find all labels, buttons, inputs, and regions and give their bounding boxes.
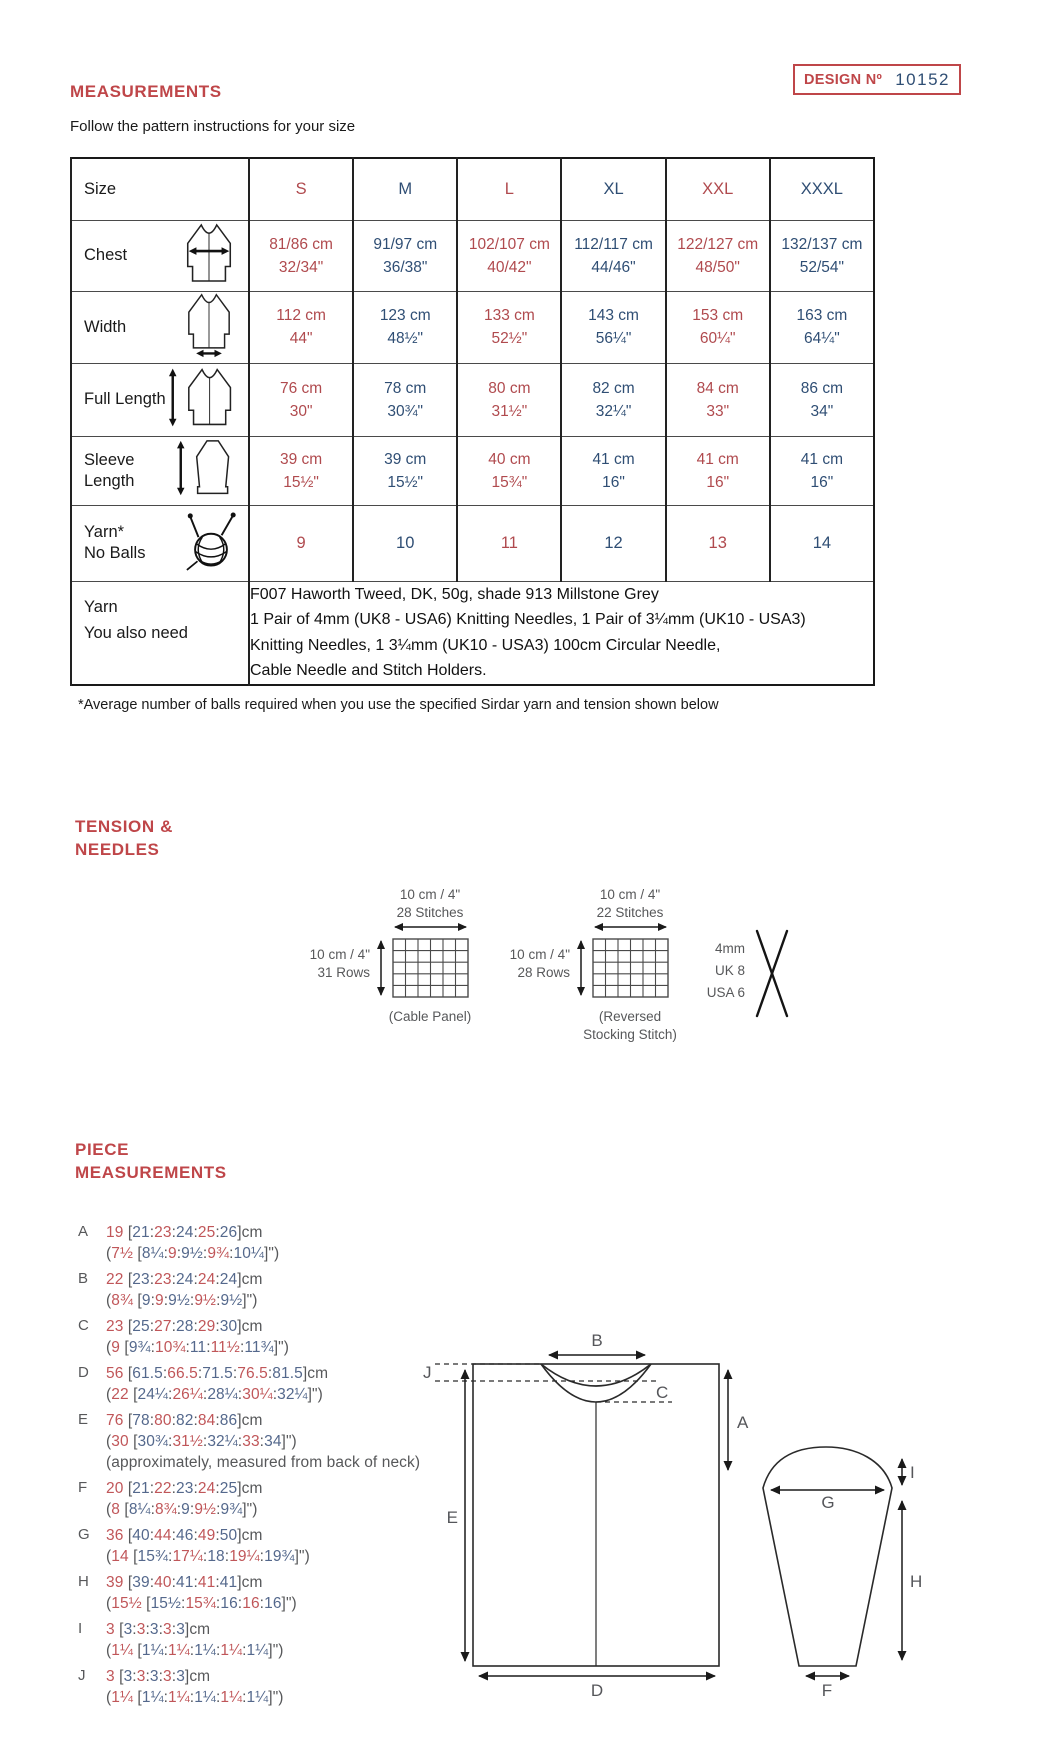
yarn-details-line: Knitting Needles, 1 3¼mm (UK10 - USA3) 100cm Circular Needle,	[250, 636, 721, 654]
measurement-cell: 40 cm 15¾"	[457, 436, 561, 505]
measurement-cell: 80 cm 31½"	[457, 363, 561, 436]
table-full-length-row	[71, 363, 874, 436]
yarn-ball-icon	[184, 511, 238, 576]
swatch1-rows-label: 31 Rows	[317, 965, 370, 980]
yarn-details-line: 1 Pair of 4mm (UK8 - USA6) Knitting Needles, 1 Pair of 3¼mm (UK10 - USA3)	[250, 611, 806, 629]
diagram-label-C: C	[656, 1383, 669, 1402]
yarn-balls-cell: 12	[561, 505, 665, 581]
swatch1-width-label: 10 cm / 4"	[399, 887, 461, 902]
piece-letter: F	[78, 1479, 88, 1496]
measurement-cell: 132/137 cm 52/54"	[770, 220, 874, 291]
yarn-balls-cell: 14	[770, 505, 874, 581]
measurement-cell: 78 cm 30¾"	[353, 363, 457, 436]
piece-cm-line: 22 [23:23:24:24:24]cm	[106, 1271, 263, 1288]
piece-inch-line: (30 [30¾:31½:32¼:33:34]")	[106, 1433, 297, 1450]
piece-letter: I	[78, 1620, 83, 1637]
size-column-header: L	[457, 158, 561, 220]
measurements-subtitle: Follow the pattern instructions for your size	[70, 118, 356, 135]
tension-title: TENSION & NEEDLES	[75, 817, 173, 859]
yarn-details-cell	[249, 581, 874, 685]
measurement-cell: 86 cm 34"	[770, 363, 874, 436]
piece-measurements-title: PIECE MEASUREMENTS	[75, 1140, 227, 1182]
sleeve-length-row-label: Sleeve Length	[84, 450, 135, 490]
length-measure-icon	[168, 366, 238, 433]
design-number-value: 10152	[895, 69, 950, 89]
piece-cm-line: 23 [25:27:28:29:30]cm	[106, 1318, 263, 1335]
swatch1-height-label: 10 cm / 4"	[309, 947, 370, 962]
piece-inch-line: (14 [15¾:17¼:18:19¼:19¾]")	[106, 1548, 310, 1565]
width-measure-icon	[180, 292, 238, 363]
piece-cm-line: 19 [21:23:24:25:26]cm	[106, 1224, 263, 1241]
piece-letter: A	[78, 1223, 89, 1240]
table-need-row	[71, 581, 874, 685]
design-number-box	[793, 64, 961, 95]
piece-cm-line: 36 [40:44:46:49:50]cm	[106, 1527, 263, 1544]
piece-inch-line: (22 [24¼:26¼:28¼:30¼:32¼]")	[106, 1386, 323, 1403]
piece-inch-line: (8¾ [9:9:9½:9½:9½]")	[106, 1292, 258, 1309]
piece-letter: D	[78, 1364, 89, 1381]
width-row-label: Width	[84, 317, 127, 336]
measurement-cell: 81/86 cm 32/34"	[249, 220, 353, 291]
diagram-label-B: B	[591, 1331, 603, 1350]
piece-inch-line: (8 [8¼:8¾:9:9½:9¾]")	[106, 1501, 258, 1518]
measurement-cell: 122/127 cm 48/50"	[666, 220, 770, 291]
yarn-balls-cell: 10	[353, 505, 457, 581]
piece-cm-line: 76 [78:80:82:84:86]cm	[106, 1412, 263, 1429]
sleeve-piece-outline	[763, 1447, 892, 1666]
measurement-cell: 39 cm 15½"	[249, 436, 353, 505]
yarn-row-label-line1: Yarn*	[84, 523, 125, 541]
swatch1-caption: (Cable Panel)	[388, 1009, 472, 1024]
piece-measurements-list	[78, 1222, 478, 1713]
neck-depth-dashes	[435, 1364, 672, 1402]
diagram-label-A: A	[737, 1413, 749, 1432]
needle-size-usa: USA 6	[706, 985, 745, 1000]
piece-measurement-item	[78, 1619, 478, 1661]
piece-measurement-item	[78, 1478, 478, 1520]
measurement-cell: 84 cm 33"	[666, 363, 770, 436]
piece-letter: G	[78, 1526, 90, 1543]
measurements-title: MEASUREMENTS	[70, 82, 222, 101]
needle-size-mm: 4mm	[715, 941, 745, 956]
chest-row-label: Chest	[84, 246, 128, 264]
piece-measurement-item	[78, 1316, 478, 1358]
design-number-label: DESIGN Nº	[804, 71, 883, 88]
full-length-row-label: Full Length	[84, 390, 166, 408]
body-piece-outline	[473, 1364, 719, 1666]
table-width-row	[71, 291, 874, 363]
need-row-label-line2: You also need	[84, 623, 188, 642]
piece-letter: J	[78, 1667, 86, 1684]
piece-cm-line: 56 [61.5:66.5:71.5:76.5:81.5]cm	[106, 1365, 329, 1382]
diagram-label-H: H	[910, 1572, 923, 1591]
chest-measure-icon	[180, 222, 238, 289]
table-sleeve-row	[71, 436, 874, 505]
piece-measurement-item	[78, 1572, 478, 1614]
piece-letter: E	[78, 1411, 89, 1428]
table-chest-row	[71, 220, 874, 291]
measurement-cell: 163 cm 64¼"	[770, 291, 874, 363]
swatch2-rows-label: 28 Rows	[517, 965, 570, 980]
diagram-label-I: I	[910, 1463, 915, 1482]
measurement-cell: 112/117 cm 44/46"	[561, 220, 665, 291]
piece-letter: H	[78, 1573, 89, 1590]
piece-cm-line: 3 [3:3:3:3:3]cm	[106, 1668, 211, 1685]
piece-inch-line: (1¼ [1¼:1¼:1¼:1¼:1¼]")	[106, 1642, 284, 1659]
table-size-row	[71, 158, 874, 220]
table-yarn-row	[71, 505, 874, 581]
piece-inch-line: (1¼ [1¼:1¼:1¼:1¼:1¼]")	[106, 1689, 284, 1706]
piece-measurement-item	[78, 1222, 478, 1264]
size-column-header: XXXL	[770, 158, 874, 220]
swatch2-caption-line1: (Reversed	[598, 1009, 662, 1024]
swatch1-stitches-label: 28 Stitches	[396, 905, 464, 920]
piece-cm-line: 20 [21:22:23:24:25]cm	[106, 1480, 263, 1497]
size-column-header: XXL	[666, 158, 770, 220]
need-row-label-line1: Yarn	[84, 597, 118, 616]
piece-cm-line: 39 [39:40:41:41:41]cm	[106, 1574, 263, 1591]
swatch2-caption-line2: Stocking Stitch)	[583, 1027, 677, 1042]
measurement-cell: 41 cm 16"	[561, 436, 665, 505]
measurement-cell: 123 cm 48½"	[353, 291, 457, 363]
diagram-label-J: J	[423, 1363, 432, 1382]
measurement-cell: 153 cm 60¼"	[666, 291, 770, 363]
sleeve-dimension-arrows	[771, 1459, 902, 1676]
piece-letter: C	[78, 1317, 89, 1334]
measurements-table	[70, 157, 875, 686]
size-column-header: S	[249, 158, 353, 220]
measurement-cell: 112 cm 44"	[249, 291, 353, 363]
diagram-label-E: E	[446, 1508, 458, 1527]
cable-panel-swatch-grid	[363, 921, 475, 1001]
crossed-needles-icon	[748, 928, 796, 1020]
piece-measurement-item	[78, 1410, 478, 1473]
measurement-cell: 133 cm 52½"	[457, 291, 561, 363]
measurement-cell: 102/107 cm 40/42"	[457, 220, 561, 291]
piece-inch-line: (15½ [15½:15¾:16:16:16]")	[106, 1595, 297, 1612]
yarn-balls-cell: 11	[457, 505, 561, 581]
yarn-balls-cell: 13	[666, 505, 770, 581]
yarn-details-line: Cable Needle and Stitch Holders.	[250, 662, 487, 680]
measurement-cell: 91/97 cm 36/38"	[353, 220, 457, 291]
measurement-cell: 39 cm 15½"	[353, 436, 457, 505]
size-column-header: M	[353, 158, 457, 220]
piece-note: (approximately, measured from back of neck)	[106, 1454, 421, 1471]
piece-measurement-item	[78, 1363, 478, 1405]
diagram-label-G: G	[821, 1493, 835, 1512]
measurement-cell: 41 cm 16"	[666, 436, 770, 505]
measurement-cell: 82 cm 32¼"	[561, 363, 665, 436]
piece-measurement-item	[78, 1525, 478, 1567]
measurement-cell: 41 cm 16"	[770, 436, 874, 505]
garment-schematic	[420, 1330, 970, 1754]
measurement-cell: 143 cm 56¼"	[561, 291, 665, 363]
swatch2-stitches-label: 22 Stitches	[596, 905, 664, 920]
swatch2-height-label: 10 cm / 4"	[509, 947, 570, 962]
sleeve-measure-icon	[176, 438, 238, 503]
yarn-details-line: F007 Haworth Tweed, DK, 50g, shade 913 Millstone Grey	[250, 585, 659, 603]
size-row-label: Size	[71, 158, 249, 220]
piece-letter: B	[78, 1270, 89, 1287]
size-column-header: XL	[561, 158, 665, 220]
yarn-balls-cell: 9	[249, 505, 353, 581]
swatch2-width-label: 10 cm / 4"	[599, 887, 661, 902]
needle-size-uk: UK 8	[714, 963, 745, 978]
diagram-label-F: F	[821, 1681, 833, 1700]
measurement-cell: 76 cm 30"	[249, 363, 353, 436]
diagram-label-D: D	[590, 1681, 604, 1700]
piece-inch-line: (9 [9¾:10¾:11:11½:11¾]")	[106, 1339, 289, 1356]
yarn-row-label-line2: No Balls	[84, 544, 146, 562]
piece-measurement-item	[78, 1269, 478, 1311]
piece-measurement-item	[78, 1666, 478, 1708]
piece-inch-line: (7½ [8¼:9:9½:9¾:10¼]")	[106, 1245, 280, 1262]
piece-cm-line: 3 [3:3:3:3:3]cm	[106, 1621, 211, 1638]
balls-footnote: *Average number of balls required when you use the specified Sirdar yarn and tension shown below	[78, 697, 719, 713]
needle-size-block	[645, 938, 745, 1004]
